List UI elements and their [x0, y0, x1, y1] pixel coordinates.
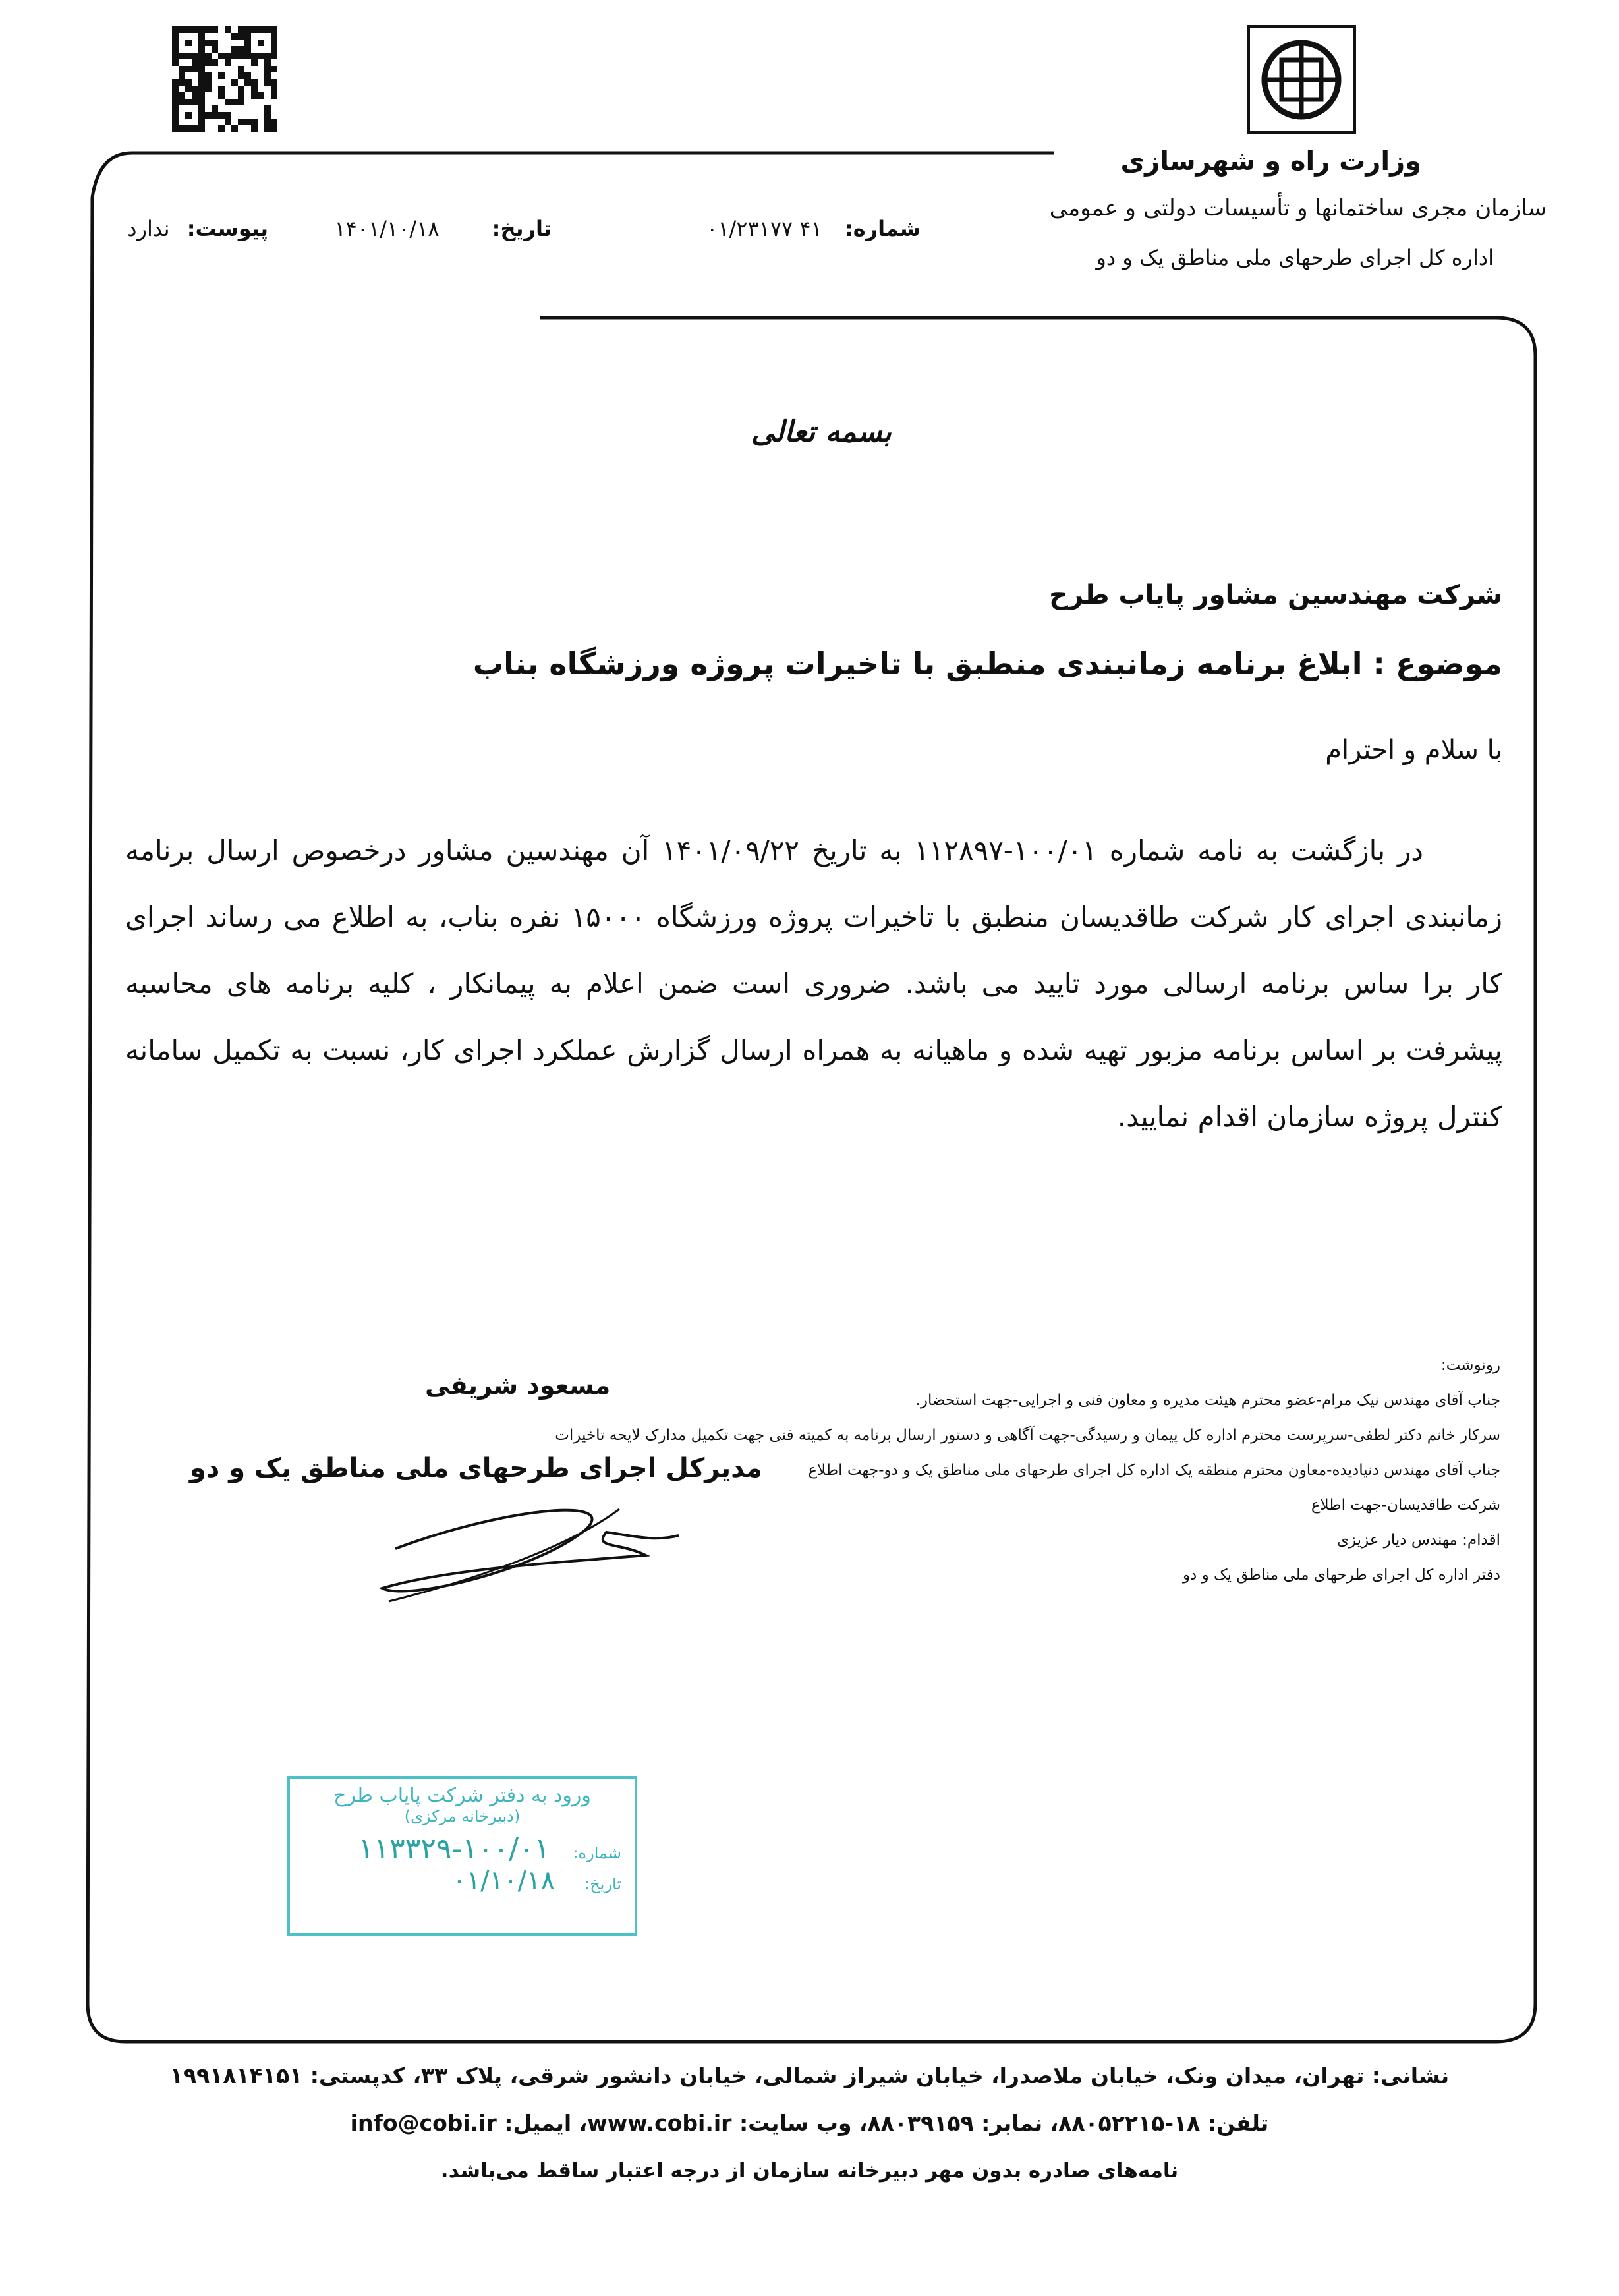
attachment-value: ندارد [127, 216, 170, 241]
organization-logo [1247, 25, 1356, 134]
number-value: ۴۱ ۰۱/۲۳۱۷۷ [706, 216, 822, 241]
signer-title: مدیرکل اجرای طرحهای ملی مناطق یک و دو [189, 1453, 762, 1483]
footer-notice: نامه‌های صادره بدون مهر دبیرخانه سازمان از درجه اعتبار ساقط می‌باشد. [440, 2159, 1179, 2183]
stamp-title: ورود به دفتر شرکت پایاب طرح [333, 1784, 591, 1807]
letter-date [334, 216, 552, 241]
ministry-name: وزارت راه و شهرسازی [1120, 146, 1421, 177]
cc-item: شرکت طاقدیسان-جهت اطلاع [1311, 1497, 1500, 1514]
attachment-label: پیوست: [186, 216, 268, 241]
cc-action: اقدام: مهندس دیار عزیزی [1336, 1532, 1500, 1549]
footer-address: نشانی: تهران، میدان ونک، خیابان ملاصدرا، خیابان شیراز شمالی، خیابان دانشور شرقی، پلاک ۳۳، کدپستی: ۱۹۹۱۸۱۴۱۵۱ [169, 2063, 1450, 2088]
letter-number [706, 216, 921, 241]
organization-name: سازمان مجری ساختمانها و تأسیسات دولتی و عمومی [1049, 195, 1547, 221]
cc-item: دفتر اداره کل اجرای طرحهای ملی مناطق یک و دو [1182, 1566, 1500, 1584]
invocation: بسمه تعالی [751, 415, 892, 449]
salutation: با سلام و احترام [1325, 735, 1502, 765]
letter-attachment [127, 216, 268, 241]
recipient: شرکت مهندسین مشاور پایاب طرح [1049, 580, 1502, 610]
stamp-number-value: ۱۰۰/۰۱-۱۱۳۳۲۹ [358, 1832, 550, 1866]
subject: موضوع : ابلاغ برنامه زمانبندی منطبق با تاخیرات پروژه ورزشگاه بناب [472, 646, 1502, 681]
stamp-date-label: تاریخ: [584, 1875, 621, 1893]
stamp-date-value: ۰۱/۱۰/۱۸ [452, 1866, 555, 1896]
date-label: تاریخ: [492, 216, 552, 241]
cc-list [555, 1348, 1500, 1593]
cc-item: جناب آقای مهندس نیک مرام-عضو محترم هیئت مدیره و معاون فنی و اجرایی-جهت استحضار. [915, 1392, 1500, 1409]
stamp-subtitle: (دبیرخانه مرکزی) [404, 1807, 521, 1825]
number-label: شماره: [844, 216, 921, 241]
signer-name: مسعود شریفی [425, 1371, 611, 1400]
footer-contact: تلفن: ۱۸-۸۸۰۵۲۲۱۵، نمابر: ۸۸۰۳۹۱۵۹، وب سایت: www.cobi.ir، ایمیل: info@cobi.ir [350, 2110, 1269, 2136]
cc-item: سرکار خانم دکتر لطفی-سرپرست محترم اداره کل پیمان و رسیدگی-جهت آگاهی و دستور ارسال برنامه به کمیته فنی جهت تکمیل مدارک لایحه تاخیرات [555, 1427, 1500, 1444]
cc-item: جناب آقای مهندس دنیادیده-معاون محترم منطقه یک اداره کل اجرای طرحهای ملی مناطق یک و دو-جهت اطلاع [808, 1462, 1500, 1479]
qr-code [172, 26, 277, 132]
letter-body: در بازگشت به نامه شماره ۱۰۰/۰۱-۱۱۲۸۹۷ به تاریخ ۱۴۰۱/۰۹/۲۲ آن مهندسین مشاور درخصوص ارسال برنامه زمانبندی اجرای کار شرکت طاقدیسان منطبق با تاخیرات پروژه ورزشگاه ۱۵۰۰۰ نفره بناب، به اطلاع می رساند اجرای کار برا ساس برنامه ارسالی مورد تایید می باشد. ضروری است ضمن اعلام به پیمانکار ، کلیه برنامه های محاسبه پیشرفت بر اساس برنامه مزبور تهیه شده و ماهیانه به همراه ارسال گزارش عملکرد اجرای کار، نسبت به تکمیل سامانه کنترل پروژه سازمان اقدام نمایید. [125, 834, 1502, 1133]
stamp-number-label: شماره: [573, 1844, 621, 1862]
department-name: اداره کل اجرای طرحهای ملی مناطق یک و دو [1096, 245, 1494, 270]
cc-heading: رونوشت: [1440, 1357, 1500, 1374]
date-value: ۱۴۰۱/۱۰/۱۸ [334, 216, 440, 241]
received-stamp [287, 1776, 637, 1936]
